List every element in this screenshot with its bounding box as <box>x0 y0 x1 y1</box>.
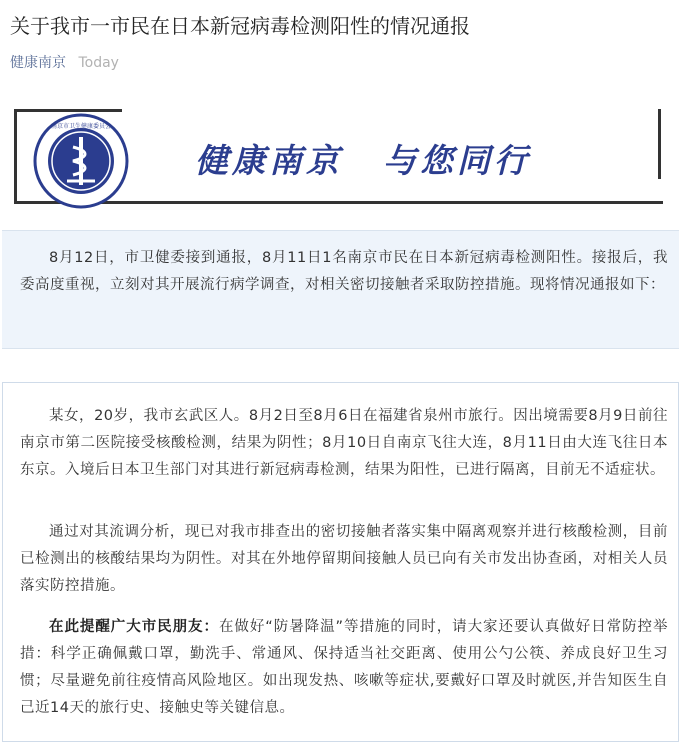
banner-slogan <box>195 139 531 183</box>
case-paragraph: 某女，20岁，我市玄武区人。8月2日至8月6日在福建省泉州市旅行。因出境需要8月9日前往南京市第二医院接受核酸检测，结果为阴性；8月10日自南京飞往大连，8月11日由大连飞往日本东京。入境后日本卫生部门对其进行新冠病毒检测，结果为阳性，已进行隔离，目前无不适症状。 <box>20 408 668 478</box>
reminder-paragraph <box>20 614 668 722</box>
logo-lettering: 南京市卫生健康委员会 <box>50 123 112 130</box>
publish-time: Today <box>78 55 119 71</box>
slogan-right: 与您同行 <box>383 141 531 180</box>
header-banner <box>0 95 681 223</box>
reminder-body: 在做好“防暑降温”等措施的同时，请大家还要认真做好日常防控举措：科学正确佩戴口罩，勤洗手、常通风、保持适当社交距离、使用公勺公筷、养成良好卫生习惯；尽量避免前往疫情高风险地区。如出现发热、咳嗽等症状,要戴好口罩及时就医,并告知医生自己近14天的旅行史、接触史等关键信息。 <box>20 619 669 716</box>
intro-paragraph: 8月12日，市卫健委接到通报，8月11日1名南京市民在日本新冠病毒检测阳性。接报后，我委高度重视，立刻对其开展流行病学调查，对相关密切接触者采取防控措施。现将情况通报如下： <box>20 250 668 293</box>
health-commission-logo <box>33 113 129 209</box>
banner-frame-right <box>658 109 661 179</box>
slogan-left: 健康南京 <box>195 141 343 180</box>
contact-tracing-paragraph: 通过对其流调分析，现已对我市排查出的密切接触者落实集中隔离观察并进行核酸检测，目前已检测出的核酸结果均为阴性。对其在外地停留期间接触人员已向有关市发出协查函，对相关人员落实防控措施。 <box>20 524 668 594</box>
article-title: 关于我市一市民在日本新冠病毒检测阳性的情况通报 <box>10 14 470 38</box>
article-meta <box>10 53 119 73</box>
reminder-lead: 在此提醒广大市民朋友： <box>49 619 219 635</box>
account-name-link[interactable]: 健康南京 <box>10 55 66 71</box>
banner-frame-top <box>14 109 122 112</box>
